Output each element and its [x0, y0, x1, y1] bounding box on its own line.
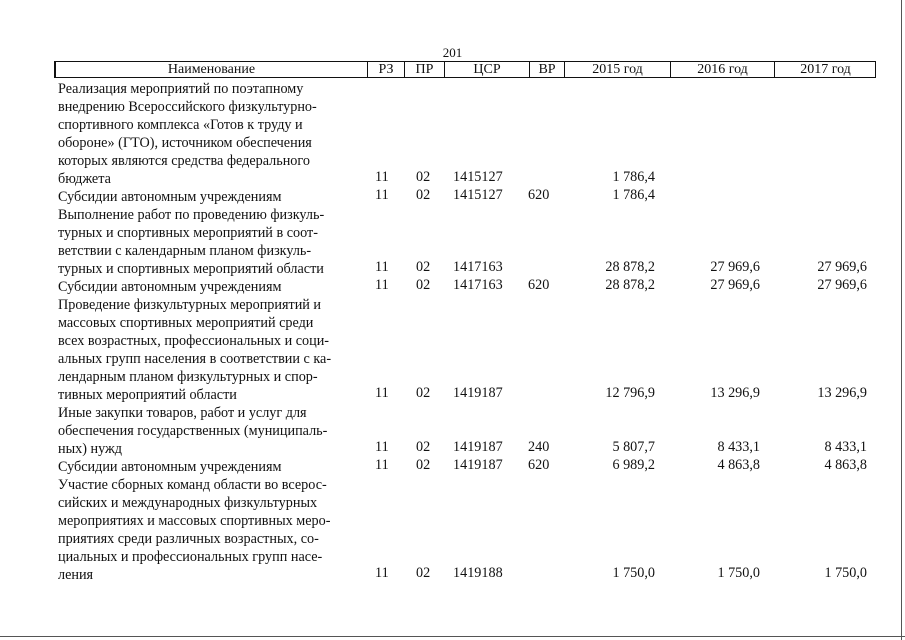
- row-name-line: всех возрастных, профессиональных и соци-: [58, 333, 330, 349]
- row-name-line: обеспечения государственных (муниципаль-: [58, 423, 328, 439]
- cell-rz: 11: [375, 169, 389, 185]
- cell-vr: 620: [528, 187, 550, 203]
- cell-pr: 02: [416, 169, 431, 185]
- row-name-line: мероприятиях и массовых спортивных меро-: [58, 513, 331, 529]
- row-name-line: массовых спортивных мероприятий среди: [58, 315, 314, 331]
- row-name-line: Иные закупки товаров, работ и услуг для: [58, 405, 307, 421]
- cell-vr: 620: [528, 277, 550, 293]
- header-name: Наименование: [56, 62, 368, 77]
- header-csr: ЦСР: [445, 62, 530, 77]
- cell-csr: 1417163: [453, 259, 503, 275]
- cell-y2016: 27 969,6: [710, 277, 760, 293]
- cell-rz: 11: [375, 259, 389, 275]
- row-name-line: Участие сборных команд области во всерос-: [58, 477, 327, 493]
- cell-y2016: 1 750,0: [717, 565, 760, 581]
- cell-y2017: 8 433,1: [824, 439, 867, 455]
- cell-y2017: 27 969,6: [817, 259, 867, 275]
- cell-vr: 620: [528, 457, 550, 473]
- row-name-line: циальных и профессиональных групп насе-: [58, 549, 323, 565]
- cell-pr: 02: [416, 187, 431, 203]
- cell-y2016: 13 296,9: [710, 385, 760, 401]
- header-2016: 2016 год: [671, 62, 775, 77]
- header-2017: 2017 год: [800, 62, 851, 77]
- cell-csr: 1415127: [453, 169, 503, 185]
- cell-y2017: 27 969,6: [817, 277, 867, 293]
- row-name-line: тивных мероприятий области: [58, 387, 237, 403]
- row-name-line: Субсидии автономным учреждениям: [58, 189, 282, 205]
- cell-pr: 02: [416, 457, 431, 473]
- row-name-line: Выполнение работ по проведению физкуль-: [58, 207, 325, 223]
- cell-csr: 1415127: [453, 187, 503, 203]
- cell-y2017: 4 863,8: [824, 457, 867, 473]
- row-name-line: внедрению Всероссийского физкультурно-: [58, 99, 317, 115]
- header-rz: РЗ: [368, 62, 405, 77]
- row-name-line: обороне» (ГТО), источником обеспечения: [58, 135, 312, 151]
- page-edge-right: [901, 0, 902, 640]
- cell-y2015: 1 786,4: [612, 169, 655, 185]
- cell-csr: 1419188: [453, 565, 503, 581]
- cell-pr: 02: [416, 277, 431, 293]
- cell-pr: 02: [416, 565, 431, 581]
- cell-y2016: 8 433,1: [717, 439, 760, 455]
- header-pr: ПР: [405, 62, 445, 77]
- header-vr: ВР: [530, 62, 565, 77]
- row-name-line: Субсидии автономным учреждениям: [58, 279, 282, 295]
- cell-y2015: 5 807,7: [612, 439, 655, 455]
- cell-y2015: 28 878,2: [605, 277, 655, 293]
- page-edge-bottom: [0, 636, 905, 637]
- cell-rz: 11: [375, 439, 389, 455]
- cell-y2017: 13 296,9: [817, 385, 867, 401]
- cell-rz: 11: [375, 565, 389, 581]
- header-2015: 2015 год: [565, 62, 671, 77]
- cell-vr: 240: [528, 439, 550, 455]
- cell-y2015: 12 796,9: [605, 385, 655, 401]
- row-name-line: Проведение физкультурных мероприятий и: [58, 297, 322, 313]
- cell-rz: 11: [375, 277, 389, 293]
- cell-y2016: 27 969,6: [710, 259, 760, 275]
- cell-csr: 1417163: [453, 277, 503, 293]
- cell-csr: 1419187: [453, 439, 503, 455]
- table-header: [54, 61, 876, 78]
- row-name-line: ных) нужд: [58, 441, 123, 457]
- row-name-line: которых являются средства федерального: [58, 153, 310, 169]
- row-name-line: ления: [58, 567, 94, 583]
- row-name-line: спортивного комплекса «Готов к труду и: [58, 117, 303, 133]
- cell-pr: 02: [416, 259, 431, 275]
- row-name-line: альных групп населения в соответствии с ка-: [58, 351, 332, 367]
- cell-pr: 02: [416, 385, 431, 401]
- cell-rz: 11: [375, 187, 389, 203]
- cell-y2017: 1 750,0: [824, 565, 867, 581]
- cell-y2016: 4 863,8: [717, 457, 760, 473]
- cell-csr: 1419187: [453, 457, 503, 473]
- row-name-line: Реализация мероприятий по поэтапному: [58, 81, 304, 97]
- row-name-line: бюджета: [58, 171, 111, 187]
- row-name-line: приятиях среди различных возрастных, со-: [58, 531, 319, 547]
- cell-y2015: 1 750,0: [612, 565, 655, 581]
- row-name-line: турных и спортивных мероприятий в соот-: [58, 225, 318, 241]
- cell-y2015: 28 878,2: [605, 259, 655, 275]
- row-name-line: Субсидии автономным учреждениям: [58, 459, 282, 475]
- cell-rz: 11: [375, 385, 389, 401]
- cell-y2015: 6 989,2: [612, 457, 655, 473]
- cell-pr: 02: [416, 439, 431, 455]
- row-name-line: сийских и международных физкультурных: [58, 495, 318, 511]
- row-name-line: ветствии с календарным планом физкуль-: [58, 243, 312, 259]
- cell-csr: 1419187: [453, 385, 503, 401]
- page-number: 201: [442, 45, 463, 60]
- cell-y2015: 1 786,4: [612, 187, 655, 203]
- row-name-line: турных и спортивных мероприятий области: [58, 261, 324, 277]
- cell-rz: 11: [375, 457, 389, 473]
- row-name-line: лендарным планом физкультурных и спор-: [58, 369, 318, 385]
